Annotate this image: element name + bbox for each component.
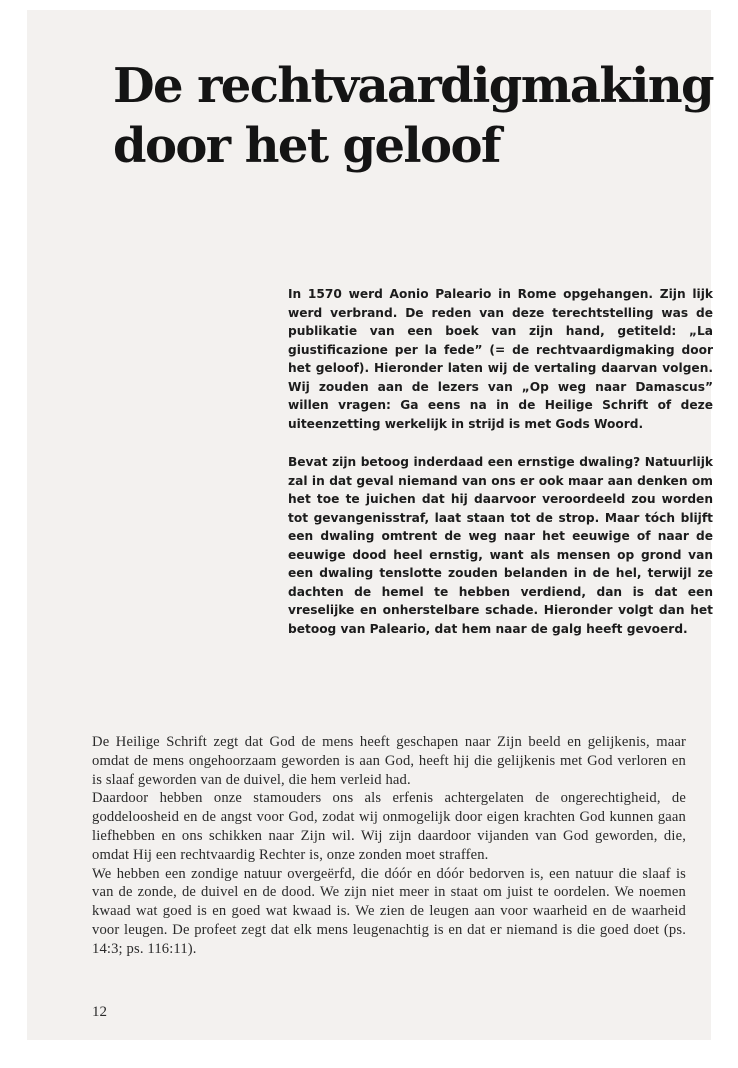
intro-block (288, 285, 713, 658)
title-line-2: door het geloof (113, 118, 500, 174)
body-paragraph-1: De Heilige Schrift zegt dat God de mens heeft geschapen naar Zijn beeld en gelijkenis, maar omdat de mens ongehoorzaam geworden is aan God, heeft hij die gelijkenis met God verloren en is slaaf geworden van de duivel, die hem verleid had. (92, 734, 686, 788)
intro-paragraph-1: In 1570 werd Aonio Paleario in Rome opgehangen. Zijn lijk werd verbrand. De reden van deze terechtstelling was de publikatie van een boek van zijn hand, getiteld: „La giustificazione per la fede” (= de rechtvaardigmaking door het geloof). Hieronder laten wij de vertaling daarvan volgen. Wij zouden aan de lezers van „Op weg naar Damascus” willen vragen: Ga eens na in de Heilige Schrift of deze uiteenzetting werkelijk in strijd is met Gods Woord. (288, 287, 713, 431)
body-paragraph-2: Daardoor hebben onze stamouders ons als erfenis achtergelaten de ongerechtigheid, de goddeloosheid en de angst voor God, zodat wij onmogelijk door eigen krachten God kunnen gaan liefhebben en ons schikken naar Zijn wil. Wij zijn daardoor vijanden van God geworden, die, omdat Hij een rechtvaardig Rechter is, onze zonden moet straffen. (92, 790, 686, 863)
page-number: 12 (92, 1004, 107, 1020)
article-title (113, 56, 713, 176)
intro-paragraph-2: Bevat zijn betoog inderdaad een ernstige dwaling? Natuurlijk zal in dat geval niemand van ons er ook maar aan denken om het toe te juichen dat hij daarvoor veroordeeld zou worden tot gevangenisstraf, laat staan tot de strop. Maar tóch blijft een dwaling omtrent de weg naar het eeuwige of naar de eeuwige dood heel ernstig, want als mensen op grond van een dwaling tenslotte zouden belanden in de hel, terwijl ze dachten de hemel te hebben verdiend, dan is dat een vreselijke en onherstelbare schade. Hieronder volgt dan het betoog van Paleario, dat hem naar de galg heeft gevoerd. (288, 455, 713, 636)
body-paragraph-3: We hebben een zondige natuur overgeërfd, die dóór en dóór bedorven is, een natuur die slaaf is van de zonde, de duivel en de dood. We zijn niet meer in staat om juist te oordelen. We noemen kwaad wat goed is en goed wat kwaad is. We zien de leugen aan voor waarheid en de waarheid voor leugen. De profeet zegt dat elk mens leugenachtig is en dat er niemand is die goed doet (ps. 14:3; ps. 116:11). (92, 865, 686, 957)
body-text (92, 733, 686, 959)
title-line-1: De rechtvaardigmaking (113, 58, 713, 114)
